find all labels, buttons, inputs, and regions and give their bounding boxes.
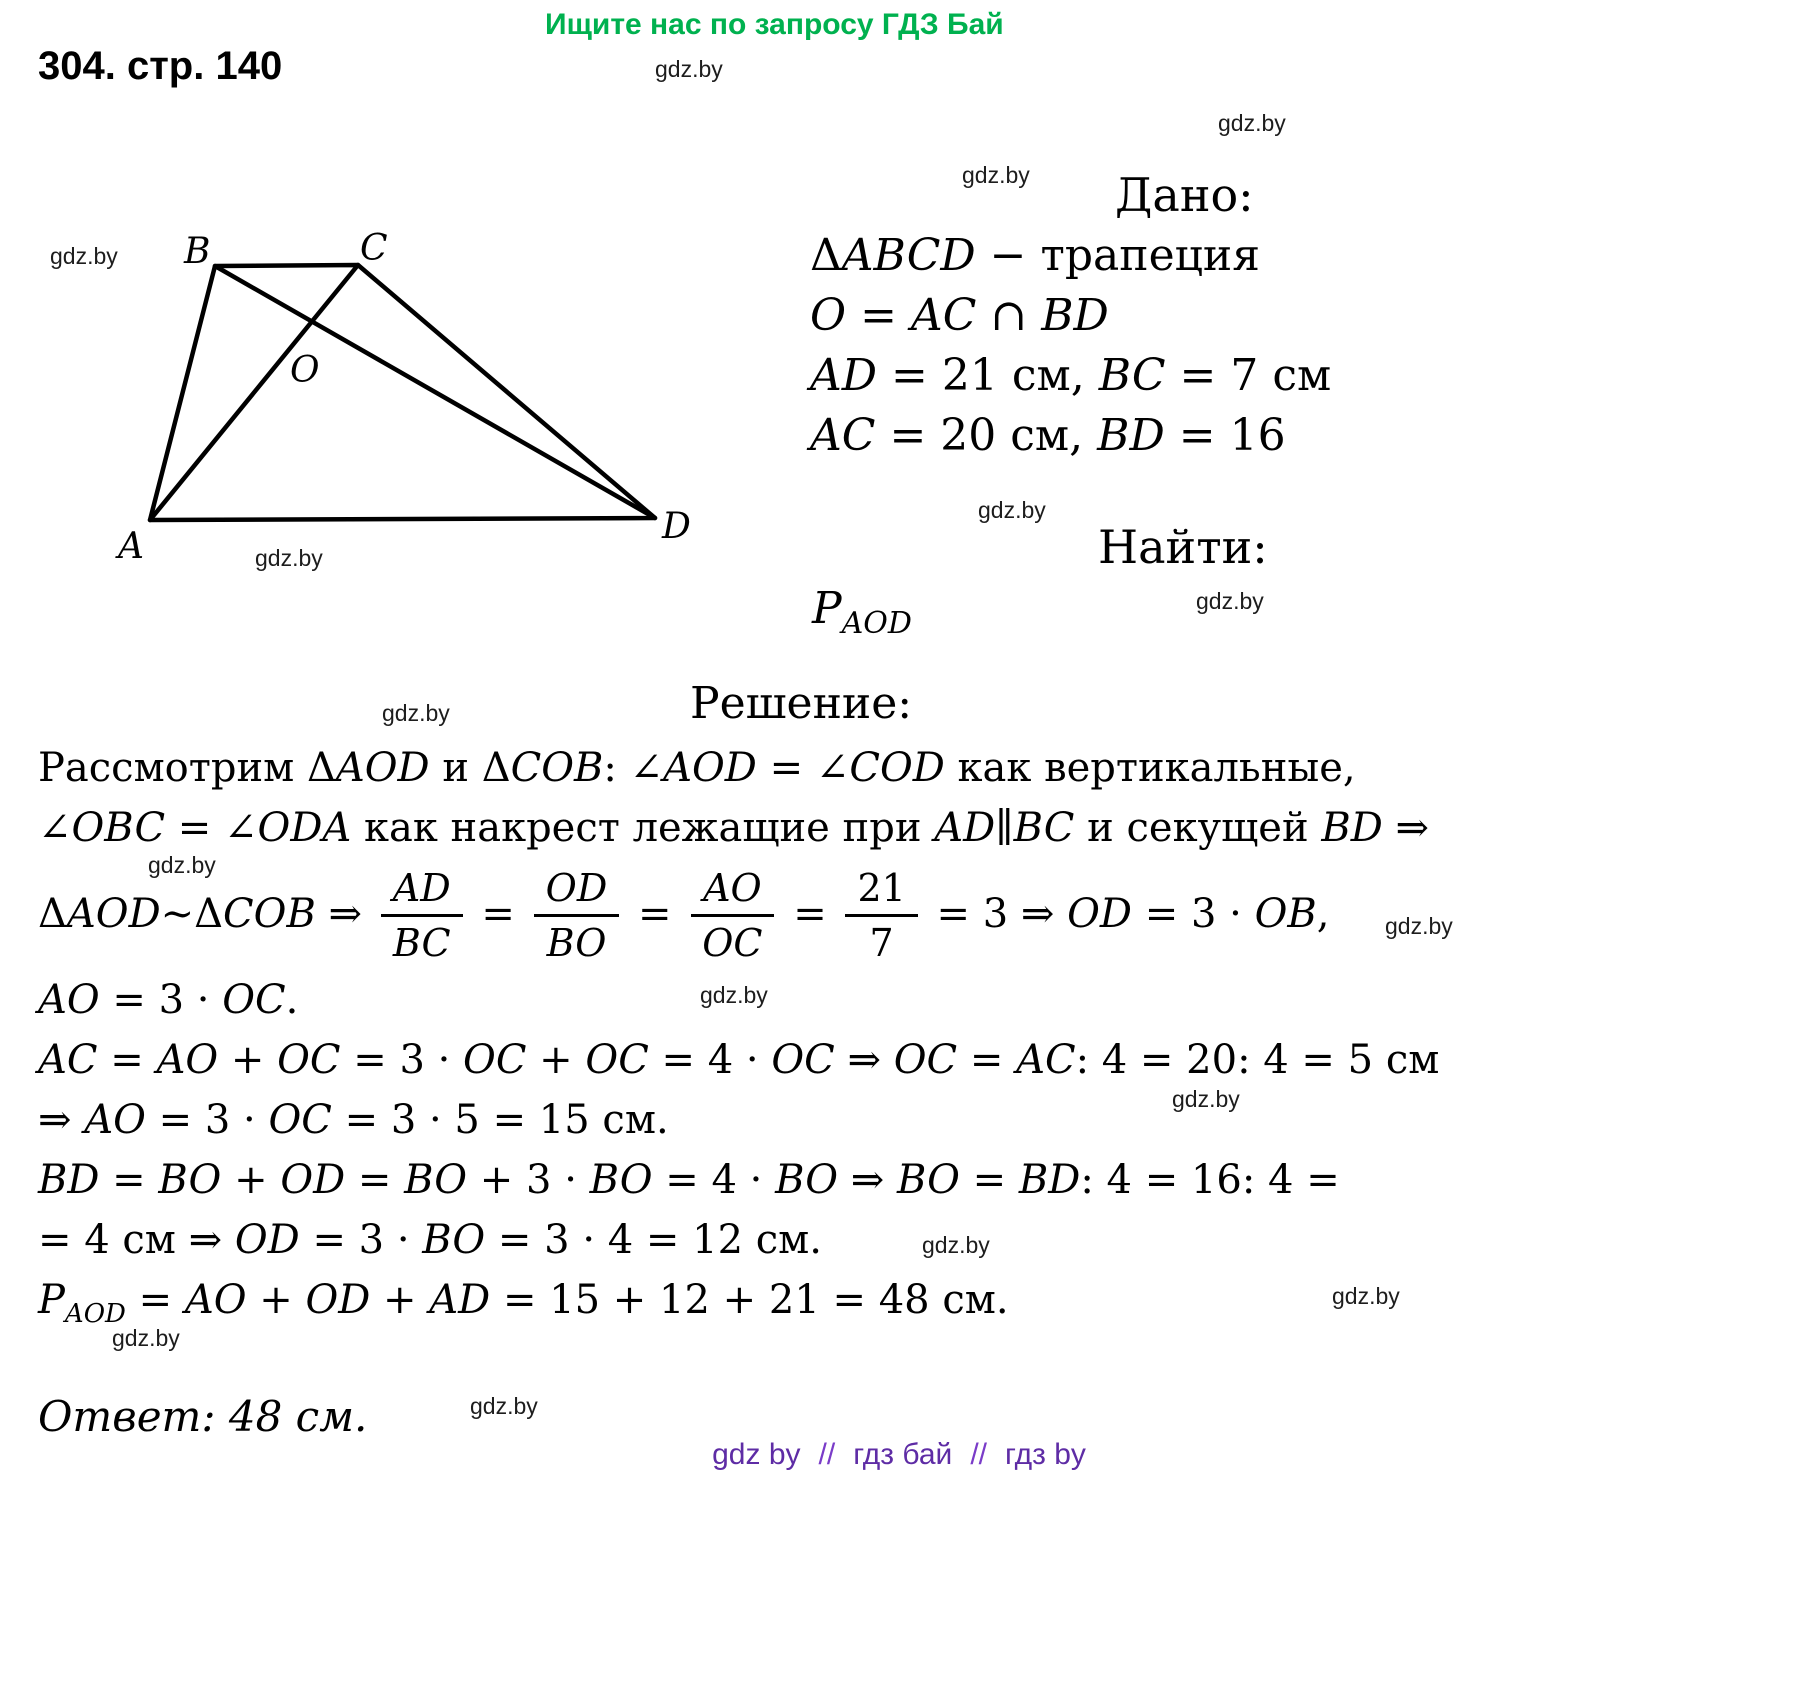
math-text: = xyxy=(625,891,685,937)
perimeter-base: P xyxy=(812,583,842,634)
watermark: gdz.by xyxy=(470,1393,538,1419)
given-line: AD = 21 см, BC = 7 см xyxy=(810,350,1332,401)
watermark: gdz.by xyxy=(1385,913,1453,939)
watermark: gdz.by xyxy=(978,497,1046,523)
math-text: = 3 ⇒ OD = 3 · OB, xyxy=(923,891,1330,937)
perimeter-subscript: AOD xyxy=(841,605,912,641)
given-section xyxy=(810,168,1750,648)
find-title: Найти: xyxy=(1098,520,1268,574)
footer-link-gdz-by-2[interactable]: гдз by xyxy=(1005,1438,1086,1471)
solution-line: AC = AO + OC = 3 · OC + OC = 4 · OC ⇒ OC = AC: 4 = 20: 4 = 5 см xyxy=(38,1037,1440,1083)
problem-title: 304. стр. 140 xyxy=(38,44,283,88)
watermark: gdz.by xyxy=(1332,1283,1400,1309)
footer-link-gdz-bai[interactable]: гдз бай xyxy=(853,1438,953,1471)
footer-separator: // xyxy=(970,1438,987,1471)
watermark: gdz.by xyxy=(382,700,450,726)
footer-link-gdz-by[interactable]: gdz by xyxy=(712,1438,801,1471)
solution-lines xyxy=(38,738,1778,1344)
solution-line: BD = BO + OD = BO + 3 · BO = 4 · BO ⇒ BO = BD: 4 = 16: 4 = xyxy=(38,1157,1340,1203)
vertex-label-b: B xyxy=(184,231,211,272)
fraction: $\frac{OD}{BO}$ xyxy=(534,864,620,965)
given-line: ΔABCD − трапеция xyxy=(810,230,1260,281)
given-line: O = AC ∩ BD xyxy=(810,290,1109,341)
vertex-label-c: C xyxy=(360,228,388,269)
vertex-label-d: D xyxy=(662,506,691,547)
fraction: $\frac{AD}{BC}$ xyxy=(381,864,463,965)
trapezoid-figure xyxy=(100,218,740,578)
given-line: AC = 20 см, BD = 16 xyxy=(810,410,1286,461)
solution-line: AO = 3 · OC. xyxy=(38,977,299,1023)
trapezoid-outline xyxy=(150,265,655,520)
fraction: $\frac{AO}{OC}$ xyxy=(690,864,774,965)
given-title: Дано: xyxy=(1115,168,1254,222)
solution-line xyxy=(38,858,1778,970)
watermark: gdz.by xyxy=(1218,110,1286,136)
find-perimeter xyxy=(812,583,912,641)
watermark: gdz.by xyxy=(962,162,1030,188)
promo-banner: Ищите нас по запросу ГДЗ Бай xyxy=(545,8,1004,41)
footer-separator: // xyxy=(818,1438,836,1471)
diagonal-bd xyxy=(215,266,655,518)
watermark: gdz.by xyxy=(50,243,118,269)
math-text: ΔAOD∼ΔCOB ⇒ xyxy=(38,891,375,937)
watermark: gdz.by xyxy=(922,1232,990,1258)
math-text: = xyxy=(780,891,840,937)
solution-line: = 4 см ⇒ OD = 3 · BO = 3 · 4 = 12 см. xyxy=(38,1217,822,1263)
watermark: gdz.by xyxy=(700,982,768,1008)
watermark: gdz.by xyxy=(255,545,323,571)
watermark: gdz.by xyxy=(655,56,723,82)
watermark: gdz.by xyxy=(1196,588,1264,614)
vertex-label-a: A xyxy=(118,526,144,567)
solution-line: Рассмотрим ΔAOD и ΔCOB: ∠AOD = ∠COD как вертикальные, xyxy=(38,745,1356,791)
solution-line: ∠OBC = ∠ODA как накрест лежащие при AD∥BC и секущей BD ⇒ xyxy=(38,805,1430,851)
intersection-label-o: O xyxy=(290,350,320,391)
footer xyxy=(712,1438,1086,1472)
watermark: gdz.by xyxy=(112,1325,180,1351)
solution-title: Решение: xyxy=(690,678,913,729)
watermark: gdz.by xyxy=(148,852,216,878)
solution-line: ⇒ AO = 3 · OC = 3 · 5 = 15 см. xyxy=(38,1097,669,1143)
answer-line: Ответ: 48 см. xyxy=(38,1392,368,1441)
watermark: gdz.by xyxy=(1172,1086,1240,1112)
math-text: = xyxy=(468,891,528,937)
fraction: $\frac{21}{7}$ xyxy=(845,864,917,965)
solution-line: $P_{AOD}$ = AO + OD + AD = 15 + 12 + 21 = 48 см. xyxy=(38,1277,1009,1329)
